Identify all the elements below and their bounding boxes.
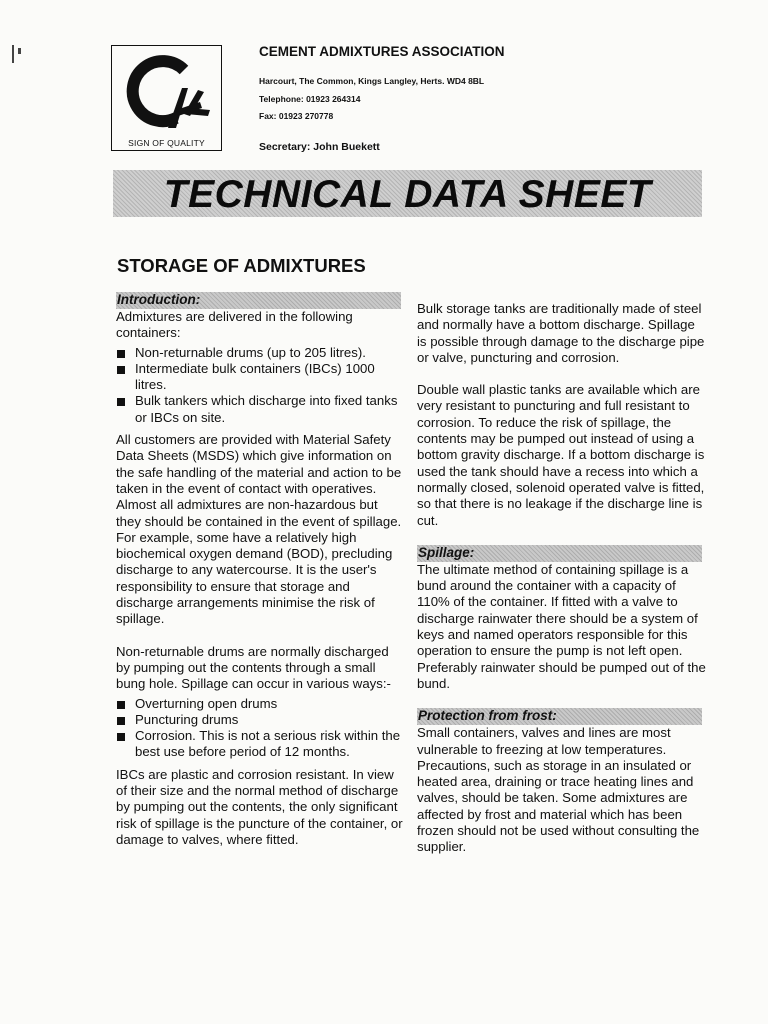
list-item: Intermediate bulk containers (IBCs) 1000 litres. bbox=[116, 361, 406, 394]
bullet-icon bbox=[117, 350, 125, 358]
scan-mark bbox=[18, 48, 21, 54]
frost-protection-heading bbox=[417, 708, 702, 725]
right-column bbox=[417, 301, 707, 856]
bullet-icon bbox=[117, 733, 125, 741]
msds-paragraph: All customers are provided with Material Safety Data Sheets (MSDS) which give information on the safe handling of the material and action to be taken in the event of contact with operatives. Almost all admixtures are non-hazardous but they should be contained in the event of spillage. For example, some have a relatively high biochemical oxygen demand (BOD), precluding discharge to any watercourse. It is the user's responsibility to ensure that storage and discharge arrangements minimise the risk of spillage. bbox=[116, 432, 402, 627]
caa-logo-icon bbox=[116, 52, 216, 138]
bullet-icon bbox=[117, 366, 125, 374]
intro-text: Admixtures are delivered in the following containers: bbox=[116, 309, 353, 341]
section-heading-text: Protection from frost: bbox=[418, 708, 557, 724]
bullet-icon bbox=[117, 701, 125, 709]
document-title: STORAGE OF ADMIXTURES bbox=[117, 255, 366, 276]
list-item: Overturning open drums bbox=[116, 696, 406, 712]
frost-paragraph: Small containers, valves and lines are most vulnerable to freezing at low temperatures. Precautions, such as storage in an insulated or heated area, draining or trace heating lines and valves, should be taken. Some admixtures are affected by frost and material which has been frozen should not be used without consulting the supplier. bbox=[417, 725, 700, 855]
fax: Fax: 01923 270778 bbox=[259, 111, 334, 121]
spillage-heading bbox=[417, 545, 702, 562]
scan-mark bbox=[12, 45, 14, 63]
ibc-paragraph: IBCs are plastic and corrosion resistant. In view of their size and the normal method of discharge by pumping out the contents, the only significant risk of spillage is the puncture of the container, or damage to valves, where fitted. bbox=[116, 766, 403, 847]
organization-name: CEMENT ADMIXTURES ASSOCIATION bbox=[259, 44, 505, 59]
list-item: Bulk tankers which discharge into fixed tanks or IBCs on site. bbox=[116, 393, 406, 426]
introduction-heading bbox=[116, 292, 401, 309]
spillage-ways-list bbox=[116, 696, 406, 761]
bullet-icon bbox=[117, 398, 125, 406]
address: Harcourt, The Common, Kings Langley, Herts. WD4 8BL bbox=[259, 76, 485, 86]
spillage-paragraph: The ultimate method of containing spillage is a bund around the container with a capacity of 110% of the container. If fitted with a valve to discharge rainwater there should be a system of keys and named operators responsible for this operation to ensure the pump is not left open. Preferably rainwater should be pumped out of the bund. bbox=[417, 561, 706, 691]
secretary: Secretary: John Buekett bbox=[259, 141, 380, 153]
list-item: Corrosion. This is not a serious risk within the best use before period of 12 months. bbox=[116, 728, 406, 761]
association-logo bbox=[111, 45, 222, 151]
bulk-storage-paragraph: Bulk storage tanks are traditionally made of steel and normally have a bottom discharge. Spillage is possible through damage to the discharge pipe or valve, puncturing and corrosion. bbox=[417, 301, 705, 365]
section-heading-text: Introduction: bbox=[117, 292, 201, 307]
list-item: Puncturing drums bbox=[116, 712, 406, 728]
telephone: Telephone: 01923 264314 bbox=[259, 94, 361, 104]
container-list bbox=[116, 345, 406, 426]
drums-paragraph: Non-returnable drums are normally discharged by pumping out the contents through a small bung hole. Spillage can occur in various ways:- bbox=[116, 643, 391, 692]
left-column bbox=[116, 292, 406, 848]
list-item: Non-returnable drums (up to 205 litres). bbox=[116, 345, 406, 361]
double-wall-paragraph: Double wall plastic tanks are available which are very resistant to puncturing and full resistant to corrosion. To reduce the risk of spillage, the contents may be pumped out instead of using a bottom gravity discharge. If a bottom discharge is used the tank should have a recess into which a normally closed, solenoid operated valve is fitted, so that there is no leakage if the discharge line is cut. bbox=[417, 382, 705, 528]
technical-data-sheet-banner bbox=[113, 170, 702, 217]
section-heading-text: Spillage: bbox=[418, 544, 475, 560]
logo-caption: SIGN OF QUALITY bbox=[128, 138, 205, 148]
bullet-icon bbox=[117, 717, 125, 725]
banner-text: TECHNICAL DATA SHEET bbox=[163, 173, 652, 216]
